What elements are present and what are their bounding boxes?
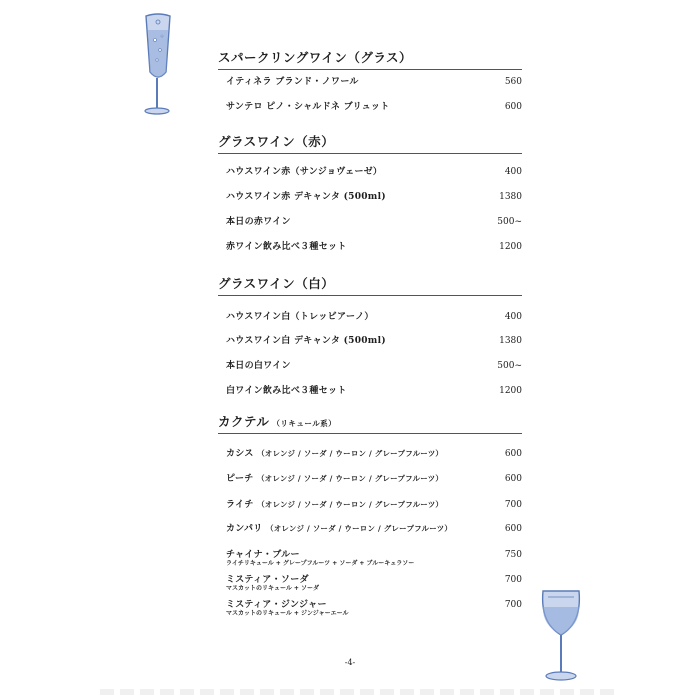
- cocktail-name: カシス: [226, 449, 254, 459]
- cocktail-title: カクテル: [218, 414, 270, 429]
- menu-item: [226, 166, 522, 180]
- menu-item: [226, 523, 522, 537]
- menu-item: [226, 599, 522, 619]
- cocktail-name: ピーチ: [226, 474, 254, 484]
- cocktail-options: （オレンジ / ソーダ / ウーロン / グレープフルーツ）: [257, 500, 444, 509]
- champagne-flute-icon: [138, 10, 178, 120]
- section-title: グラスワイン（赤）: [218, 134, 522, 154]
- menu-item: [226, 335, 522, 349]
- item-price: 750: [504, 550, 522, 560]
- menu-item: [226, 101, 522, 115]
- item-name: [226, 523, 452, 535]
- item-price: 1380: [499, 192, 522, 202]
- item-name: [226, 448, 443, 460]
- item-name: ハウスワイン白（トレッビアーノ）: [226, 312, 374, 322]
- item-price: 700: [504, 575, 522, 585]
- cocktail-options: （オレンジ / ソーダ / ウーロン / グレープフルーツ）: [257, 449, 444, 458]
- item-name: ハウスワイン白 デキャンタ (500ml): [226, 336, 386, 346]
- item-price: 500~: [497, 361, 522, 371]
- item-name: 赤ワイン飲み比べ３種セット: [226, 242, 347, 252]
- item-price: 600: [504, 102, 522, 112]
- item-name: イティネラ ブランド・ノワール: [226, 77, 359, 87]
- item-name: ミスティア・ジンジャー: [226, 600, 327, 610]
- item-price: 560: [504, 77, 522, 87]
- section-cocktail: [218, 414, 522, 434]
- item-name: 白ワイン飲み比べ３種セット: [226, 386, 347, 396]
- item-price: 700: [504, 600, 522, 610]
- item-price: 1200: [499, 386, 522, 396]
- section-white: [218, 276, 522, 296]
- menu-item: [226, 473, 522, 487]
- cocktail-options: （オレンジ / ソーダ / ウーロン / グレープフルーツ）: [266, 524, 453, 533]
- menu-item: [226, 448, 522, 462]
- menu-item: [226, 241, 522, 255]
- item-price: 600: [504, 524, 522, 534]
- item-name: ミスティア・ソーダ: [226, 575, 309, 585]
- item-price: 500~: [497, 217, 522, 227]
- item-name: [226, 499, 443, 511]
- item-name: 本日の赤ワイン: [226, 217, 291, 227]
- menu-item: [226, 76, 522, 90]
- menu-item: [226, 360, 522, 374]
- item-price: 600: [504, 474, 522, 484]
- section-red: [218, 134, 522, 154]
- menu-item: [226, 216, 522, 230]
- cocktail-name: カンパリ: [226, 524, 263, 534]
- item-ingredients: ライチリキュール + グレープフルーツ + ソーダ + ブルーキュラソー: [226, 560, 415, 567]
- item-name: サンテロ ピノ・シャルドネ ブリュット: [226, 102, 390, 112]
- item-price: 600: [504, 449, 522, 459]
- menu-item: [226, 574, 522, 594]
- item-name: [226, 473, 443, 485]
- item-name: チャイナ・ブルー: [226, 550, 300, 560]
- item-price: 700: [504, 500, 522, 510]
- section-title: [218, 414, 522, 434]
- item-name: ハウスワイン赤 デキャンタ (500ml): [226, 192, 386, 202]
- cocktail-name: ライチ: [226, 500, 254, 510]
- item-name: 本日の白ワイン: [226, 361, 291, 371]
- menu-item: [226, 549, 522, 569]
- section-sparkling: [218, 50, 522, 70]
- cocktail-options: （オレンジ / ソーダ / ウーロン / グレープフルーツ）: [256, 474, 444, 483]
- item-price: 400: [504, 312, 522, 322]
- item-price: 400: [504, 167, 522, 177]
- item-name: ハウスワイン赤（サンジョヴェーゼ）: [226, 167, 383, 177]
- section-title: スパークリングワイン（グラス）: [218, 50, 522, 70]
- item-ingredients: マスカットのリキュール + ジンジャーエール: [226, 610, 349, 617]
- item-price: 1380: [499, 336, 522, 346]
- menu-item: [226, 191, 522, 205]
- menu-item: [226, 311, 522, 325]
- item-price: 1200: [499, 242, 522, 252]
- menu-item: [226, 499, 522, 513]
- menu-item: [226, 385, 522, 399]
- wine-glass-icon: [536, 585, 586, 685]
- cocktail-subtitle: （リキュール系）: [272, 419, 337, 428]
- bottom-bleed-strip: [100, 689, 620, 695]
- item-ingredients: マスカットのリキュール + ソーダ: [226, 585, 320, 592]
- page-number: -4-: [344, 658, 356, 667]
- section-title: グラスワイン（白）: [218, 276, 522, 296]
